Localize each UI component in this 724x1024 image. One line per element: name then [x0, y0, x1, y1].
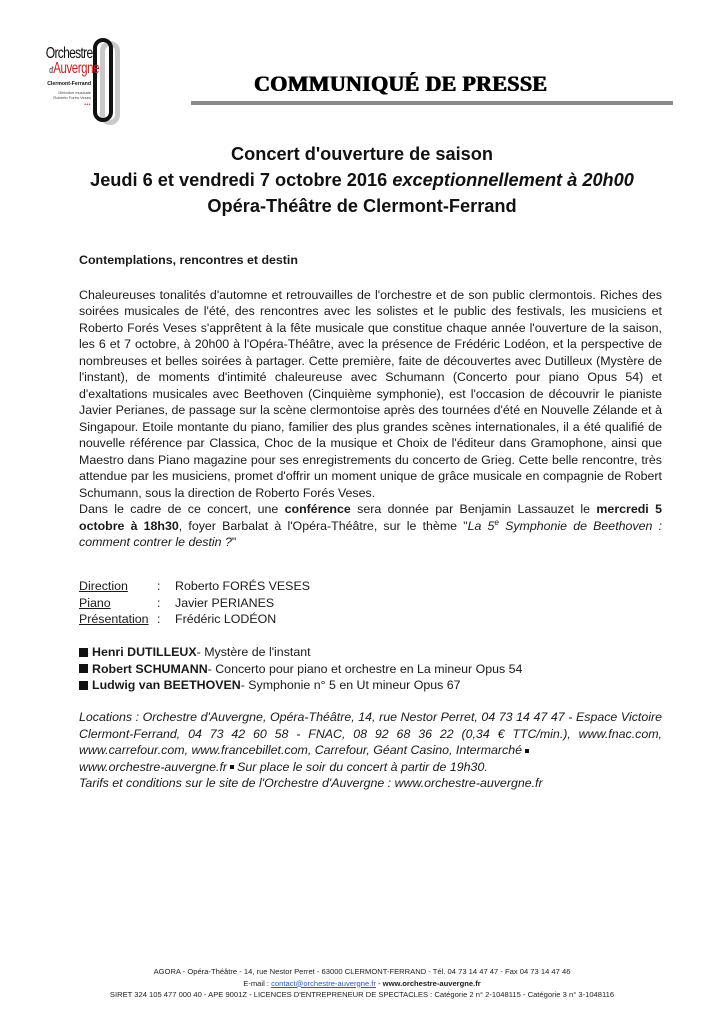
- credit-row-presentation: [79, 611, 310, 628]
- credit-value: Roberto FORÉS VESES: [175, 579, 310, 593]
- footer-legal: SIRET 324 105 477 000 40 - APE 9001Z - LICENCES D'ENTREPRENEUR DE SPECTACLES : Catégorie 2 n° 2-1048115 - Catégorie 3 n° 3-1048116: [109, 990, 615, 999]
- locations-line-3: www.carrefour.com, www.francebillet.com, Carrefour, Géant Casino, Intermarché: [79, 742, 662, 759]
- section-subtitle: Contemplations, rencontres et destin: [79, 253, 298, 267]
- logo-orchestre-text: Orchestre: [45, 45, 93, 62]
- footer-email-link[interactable]: contact@orchestre-auvergne.fr: [271, 978, 376, 988]
- title-divider: [191, 101, 673, 105]
- headline-line-2: Jeudi 6 et vendredi 7 octobre 2016 exceptionnellement à 20h00: [90, 170, 634, 190]
- press-release-title: COMMUNIQUÉ DE PRESSE: [254, 71, 548, 96]
- composer-name: Ludwig van BEETHOVEN: [92, 678, 241, 692]
- concert-headline: [40, 141, 684, 219]
- credit-separator: :: [157, 579, 161, 593]
- locations-line-4: www.orchestre-auvergne.fr Sur place le soir du concert à partir de 19h30.: [79, 759, 488, 774]
- credit-separator: :: [157, 612, 161, 626]
- program-item: [79, 644, 522, 661]
- credits-list: [79, 578, 310, 628]
- square-bullet-icon: [79, 648, 88, 657]
- credit-label: Piano: [79, 595, 111, 610]
- locations-line-5: Tarifs et conditions sur le site de l'Orchestre d'Auvergne : www.orchestre-auvergne.fr: [79, 776, 543, 790]
- small-square-bullet-icon: [230, 765, 234, 769]
- program-list: [79, 644, 522, 694]
- footer-contact: E-mail : contact@orchestre-auvergne.fr - www.orchestre-auvergne.fr: [243, 978, 481, 988]
- footer-address: AGORA - Opéra-Théâtre - 14, rue Nestor Perret - 63000 CLERMONT-FERRAND - Tél. 04 73 14 47 47 - Fax 04 73 14 47 46: [153, 967, 571, 976]
- page-footer: [0, 966, 724, 1001]
- headline-line-1: Concert d'ouverture de saison: [230, 144, 494, 164]
- work-title: - Concerto pour piano et orchestre en La mineur Opus 54: [207, 661, 523, 676]
- credit-label: Direction: [79, 579, 128, 593]
- credit-row-direction: [79, 578, 310, 595]
- square-bullet-icon: [79, 681, 88, 690]
- footer-website: www.orchestre-auvergne.fr: [382, 978, 481, 988]
- ticket-locations: [79, 709, 662, 792]
- logo-wordmark: [33, 45, 100, 108]
- composer-name: Henri DUTILLEUX: [92, 645, 197, 659]
- logo-auvergne-text: d'Auvergne: [49, 60, 100, 77]
- work-title: - Symphonie n° 5 en Ut mineur Opus 67: [240, 678, 461, 692]
- credit-label: Présentation: [79, 612, 149, 626]
- orchestre-auvergne-logo: [33, 38, 125, 130]
- logo-city: Clermont-Ferrand: [47, 81, 91, 87]
- logo-direction-line1: Direction musicale: [58, 90, 91, 95]
- credit-row-piano: [79, 595, 310, 612]
- locations-line-2: Clermont-Ferrand, 04 73 42 60 58 - FNAC, 08 92 68 36 22 (0,34 € TTC/min.), www.fnac.com,: [79, 726, 662, 741]
- body-paragraph-2: Dans le cadre de ce concert, une conférence sera donnée par Benjamin Lassauzet le mercredi 5 octobre à 18h30, foyer Barbalat à l'Opéra-Théâtre, sur le thème "La 5e Symphonie de Beethoven : comment contrer le destin ?": [79, 502, 663, 549]
- credit-separator: :: [157, 595, 161, 610]
- headline-line-3: Opéra-Théâtre de Clermont-Ferrand: [207, 196, 517, 216]
- logo-zero-glyph: [93, 38, 113, 122]
- square-bullet-icon: [79, 664, 88, 673]
- body-paragraph-1: Chaleureuses tonalités d'automne et retrouvailles de l'orchestre et de son public clermontois. Riches des soirées musicales de l'été, des rencontres avec les solistes et le public des festivals, les musiciens et Roberto Forés Veses s'apprêtent à la fête musicale que constitue chaque année l'ouverture de la saison, les 6 et 7 octobre, à 20h00 à l'Opéra-Théâtre, avec la présence de Frédéric Lodéon, et la perspective de nombreuses et belles soirées à partager. Cette première, faite de découvertes avec Dutilleux (Mystère de l'instant), de moments d'intimité chaleureuse avec Schumann (Concerto pour piano Opus 54) et d'exaltations musicales avec Beethoven (Cinquième symphonie), est l'occasion de découvrir le pianiste Javier Perianes, de passage sur la scène clermontoise après des tournées d'été en Nouvelle Zélande et à Singapour. Etoile montante du piano, familier des plus grandes scènes internationales, il a été qualifié de nouvelle référence par Classica, Choc de la musique et Choix de l'éditeur dans Gramophone, ainsi que Maestro dans Piano magazine pour ses enregistrements du concerto de Grieg. Cette belle rencontre, très attendue par les musiciens, promet d'offrir un moment unique de grâce musicale en compagnie de Robert Schumann, sous la direction de Roberto Forés Veses.: [79, 287, 662, 500]
- locations-line-1: Locations : Orchestre d'Auvergne, Opéra-Théâtre, 14, rue Nestor Perret, 04 73 14 47 47 - Espace Victoire: [79, 710, 662, 724]
- program-item: [79, 661, 522, 678]
- program-item: [79, 677, 522, 694]
- logo-dots-icon: •••: [84, 102, 91, 108]
- logo-direction-line2: Roberto Forés Veses: [53, 95, 91, 100]
- press-body: [79, 252, 662, 551]
- composer-name: Robert SCHUMANN: [92, 661, 208, 676]
- credit-value: Javier PERIANES: [175, 595, 275, 610]
- credit-value: Frédéric LODÉON: [175, 612, 277, 626]
- small-square-bullet-icon: [525, 749, 529, 753]
- work-title: - Mystère de l'instant: [196, 645, 311, 659]
